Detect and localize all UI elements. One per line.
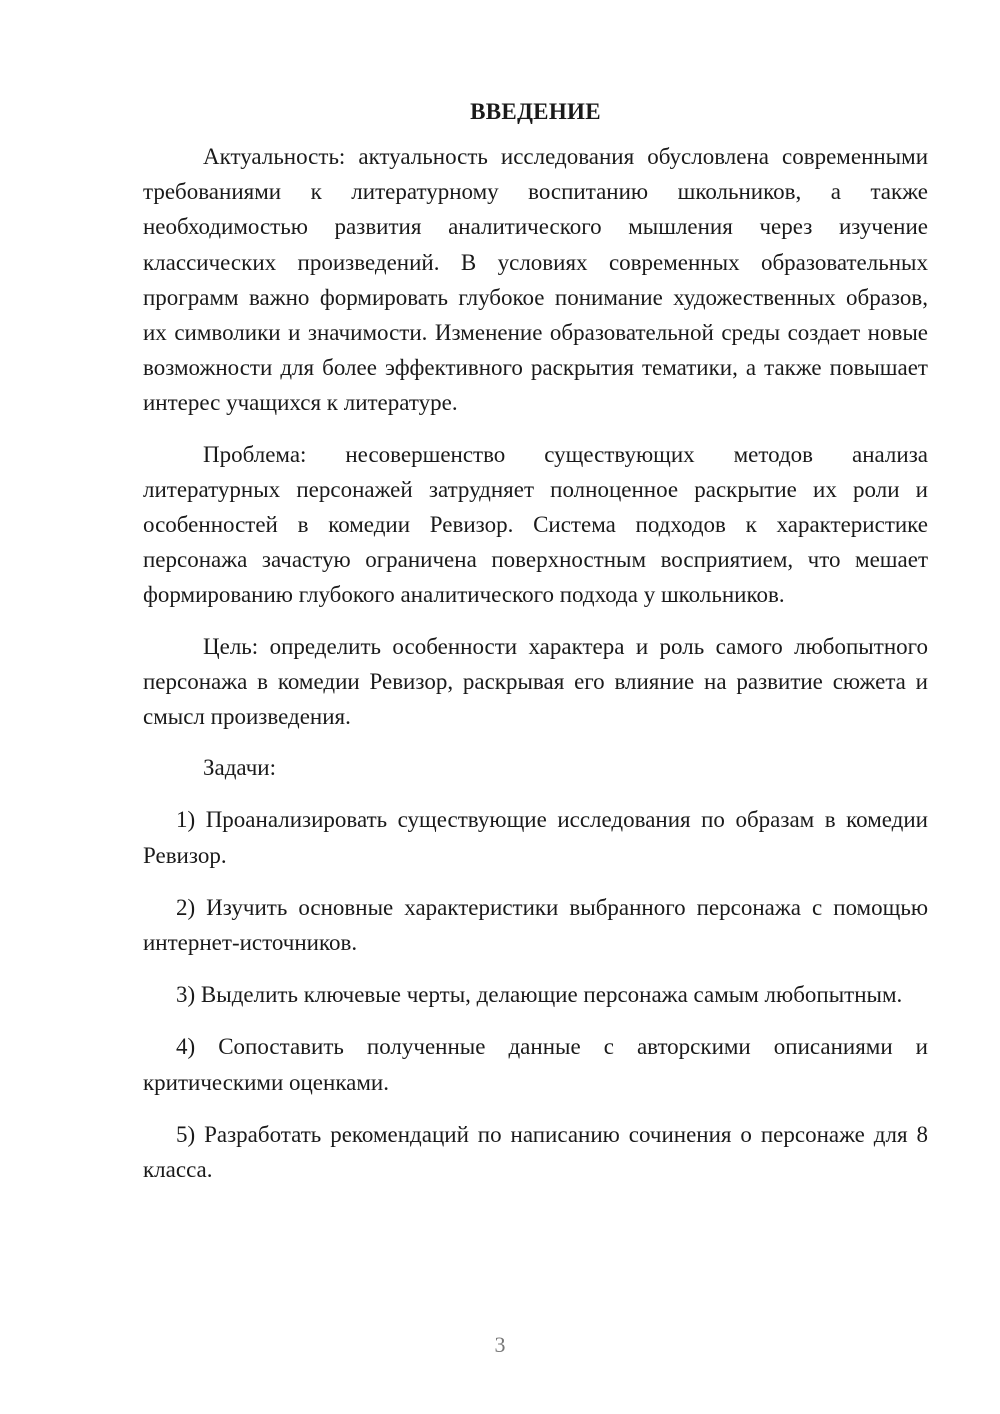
task-item: 3) Выделить ключевые черты, делающие персонажа самым любопытным. <box>176 982 903 1008</box>
paragraph-problem: Проблема: несовершенство существующих методов анализа литературных персонажей затрудняет полноценное раскрытие их роли и особенностей в комедии Ревизор. Система подходов к характеристике персонажа зачастую ограничена поверхностным восприятием, что мешает формированию глубокого аналитического подхода у школьников. <box>143 441 928 608</box>
task-item: 4) Сопоставить полученные данные с авторскими описаниями и критическими оценками. <box>143 1034 928 1095</box>
task-item: 1) Проанализировать существующие исследования по образам в комедии Ревизор. <box>143 807 928 868</box>
task-item: 5) Разработать рекомендаций по написанию сочинения о персонаже для 8 класса. <box>143 1121 928 1183</box>
paragraph-relevance: Актуальность: актуальность исследования обусловлена современными требованиями к литературному воспитанию школьников, а также необходимостью развития аналитического мышления через изучение классических произведений. В условиях современных образовательных программ важно формировать глубокое понимание художественных образов, их символики и значимости. Изменение образовательной среды создает новые возможности для более эффективного раскрытия тематики, а также повышает интерес учащихся к литературе. <box>143 144 928 416</box>
section-title: ВВЕДЕНИЕ <box>470 99 601 124</box>
paragraph-goal: Цель: определить особенности характера и роль самого любопытного персонажа в комедии Ревизор, раскрывая его влияние на развитие сюжета и смысл произведения. <box>143 633 928 730</box>
document-page <box>143 94 928 1187</box>
page-number: 3 <box>494 1332 506 1357</box>
task-item: 2) Изучить основные характеристики выбранного персонажа с помощью интернет-источников. <box>143 894 928 956</box>
tasks-label: Задачи: <box>203 755 276 781</box>
tasks-list <box>143 802 928 1187</box>
